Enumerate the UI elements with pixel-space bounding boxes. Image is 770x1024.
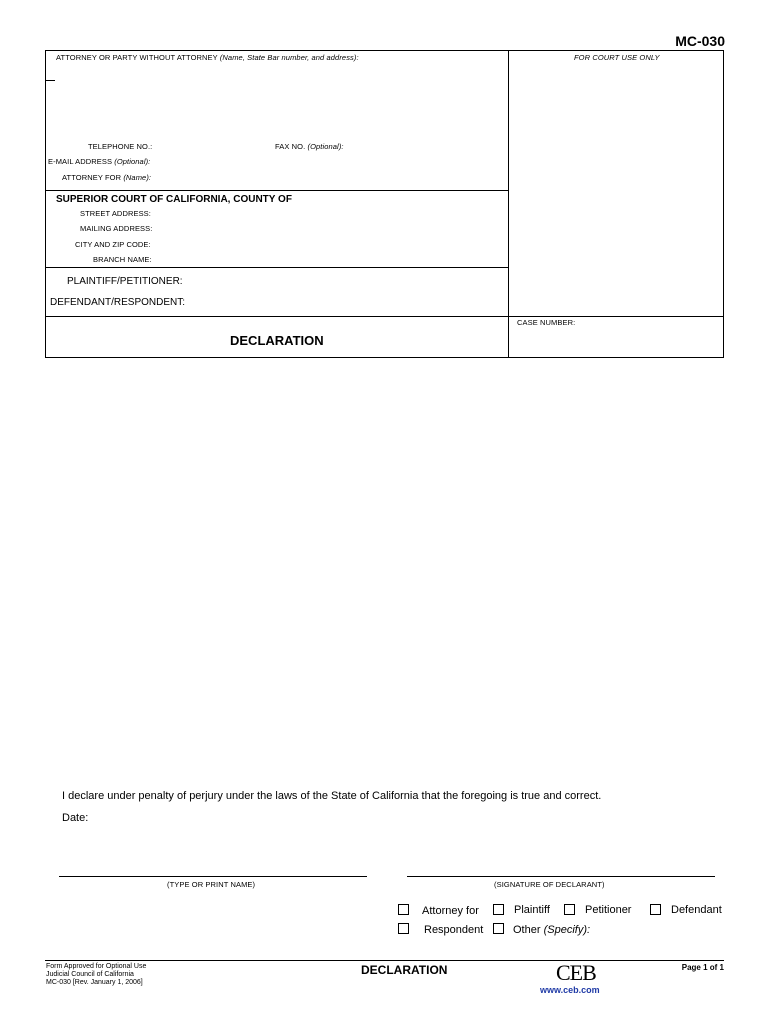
plaintiff-checkbox-label: Plaintiff: [514, 904, 550, 916]
address-tick: [45, 80, 55, 81]
divider-case-number: [508, 316, 724, 317]
document-title: DECLARATION: [230, 333, 324, 348]
mailing-address-label: MAILING ADDRESS:: [80, 224, 153, 233]
declaration-statement: I declare under penalty of perjury under the laws of the State of California that the foregoing is true and correct.: [62, 790, 602, 802]
footer-approval: Form Approved for Optional Use Judicial Council of California MC-030 [Rev. January 1, 2006]: [46, 963, 147, 986]
street-address-label: STREET ADDRESS:: [80, 209, 151, 218]
telephone-label: TELEPHONE NO.:: [88, 142, 153, 151]
signature-caption: (SIGNATURE OF DECLARANT): [494, 880, 605, 889]
petitioner-checkbox-label: Petitioner: [585, 904, 632, 916]
column-divider: [508, 51, 509, 358]
other-checkbox-label: Other (Specify):: [513, 924, 591, 936]
form-number: MC-030: [675, 33, 725, 49]
fax-label: FAX NO. (Optional):: [275, 142, 344, 151]
divider-court-parties: [46, 267, 508, 268]
attorney-for-checkbox[interactable]: [398, 904, 409, 915]
court-use-label: FOR COURT USE ONLY: [574, 53, 660, 62]
court-title: SUPERIOR COURT OF CALIFORNIA, COUNTY OF: [56, 194, 292, 205]
ceb-website-link[interactable]: www.ceb.com: [540, 985, 600, 995]
other-checkbox[interactable]: [493, 923, 504, 934]
footer-rule: [45, 960, 724, 961]
signature-line[interactable]: [407, 876, 715, 877]
respondent-checkbox[interactable]: [398, 923, 409, 934]
branch-name-label: BRANCH NAME:: [93, 255, 152, 264]
divider-parties-title: [46, 316, 508, 317]
plaintiff-label: PLAINTIFF/PETITIONER:: [67, 276, 183, 287]
respondent-checkbox-label: Respondent: [424, 924, 484, 936]
petitioner-checkbox[interactable]: [564, 904, 575, 915]
name-line[interactable]: [59, 876, 367, 877]
divider-attorney-court: [46, 190, 508, 191]
ceb-logo: CEB: [556, 960, 596, 985]
defendant-checkbox-label: Defendant: [671, 904, 722, 916]
name-caption: (TYPE OR PRINT NAME): [167, 880, 256, 889]
attorney-for-label: ATTORNEY FOR (Name):: [62, 173, 152, 182]
page-number: Page 1 of 1: [681, 963, 724, 972]
defendant-checkbox[interactable]: [650, 904, 661, 915]
attorney-label: ATTORNEY OR PARTY WITHOUT ATTORNEY (Name, State Bar number, and address):: [56, 53, 359, 62]
case-number-label: CASE NUMBER:: [517, 318, 576, 327]
plaintiff-checkbox[interactable]: [493, 904, 504, 915]
footer-title: DECLARATION: [361, 963, 448, 977]
email-label: E-MAIL ADDRESS (Optional):: [48, 157, 151, 166]
attorney-for-checkbox-label: Attorney for: [422, 905, 479, 917]
date-label: Date:: [62, 812, 89, 824]
city-zip-label: CITY AND ZIP CODE:: [75, 240, 151, 249]
defendant-label: DEFENDANT/RESPONDENT:: [50, 297, 186, 308]
